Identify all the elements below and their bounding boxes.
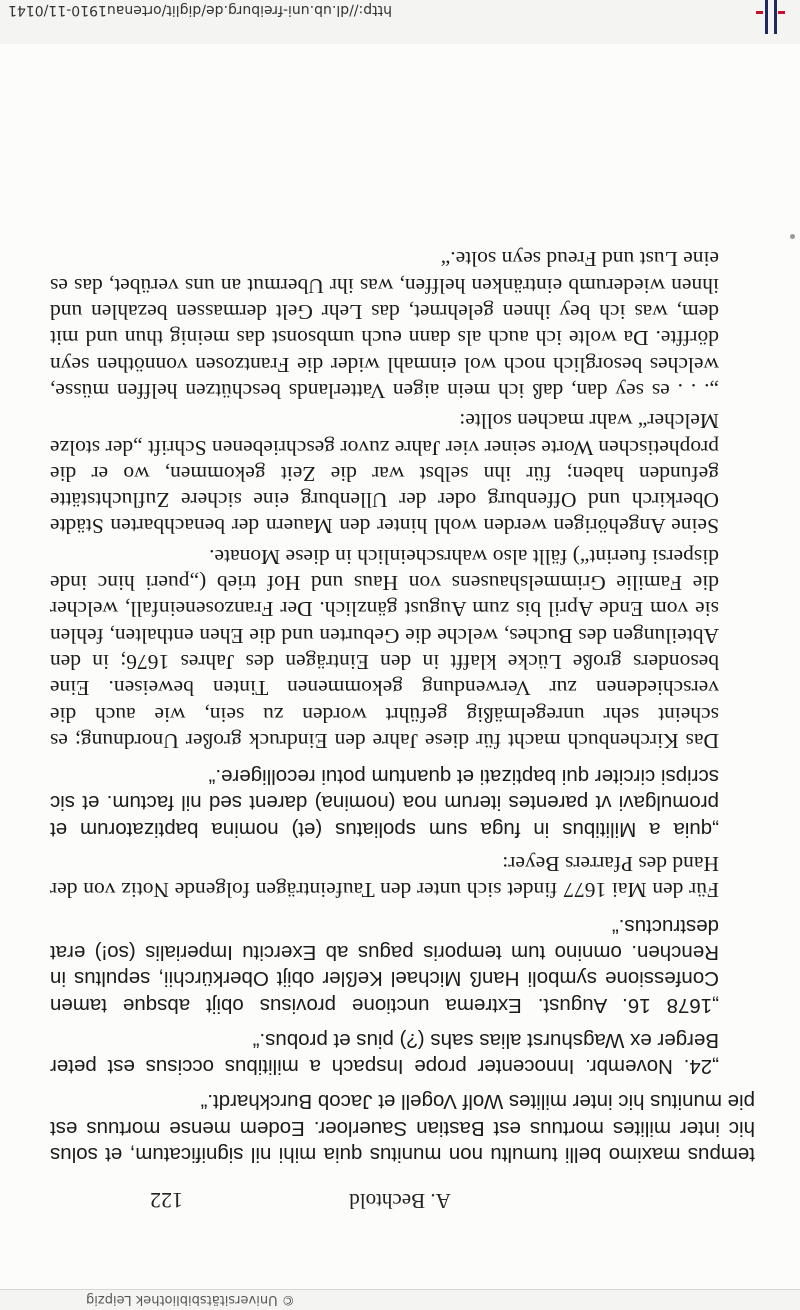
library-logo-icon [752, 0, 798, 40]
paragraph-latin-1: tempus maximo belli tumultu non munitus quia mihi nil significatum, et solus hic inter milites mortuus est Bastian Sauerloer. Eodem mense mortuus est pie munitus hic inter milites Wolf Vogell et Jacob Burckhardt.“ [50, 1090, 755, 1166]
viewer-bottom-bar [0, 1289, 800, 1310]
paragraph-german-1: Für den Mai 1677 findet sich unter den Taufeinträgen folgende Notiz von der Hand des Pfarrers Beyer: [50, 852, 719, 903]
viewer-top-bar [0, 0, 800, 45]
bottom-credit-text: © Universitätsbibliothek Leipzig [86, 1292, 295, 1307]
page-number: 122 [150, 1188, 183, 1213]
page-text [50, 246, 755, 1167]
source-url-link[interactable]: http://dl.ub.uni-freiburg.de/diglit/ortenau1910-11/0141 [8, 2, 392, 18]
running-head: A. Bechtold [349, 1189, 451, 1213]
scanned-page [0, 44, 800, 1289]
paragraph-latin-4: „quia a Militibus in fuga sum spoliatus (et) nomina baptizatorum et promulgavi vt parentes iterum noa (nomina) darent sed nil factum. et sic scripsi circiter qui baptizati et quantum potui recolligere.“ [50, 765, 719, 841]
paragraph-latin-3: „1678 16. August. Extrema unctione provisus obijt absque tamen Confessione symboli Hanß Michael Keßler obijt Oberkürchii, sepultus in Renchen. omnino tum temporis pagus ab Exercitu Imperialis (so!) erat destructus.“ [50, 914, 719, 1017]
paragraph-latin-2: „24. Novembr. Innocenter prope Inspach a militibus occisus est peter Berger ex Wagshurst alias sahs (?) pius et probus.“ [50, 1028, 719, 1079]
page-header [150, 1183, 650, 1213]
paragraph-german-3: Seine Angehörigen werden wohl hinter den Mauern der benachbarten Städte Oberkirch und Offenburg oder der Ullenburg eine sichere Zufluchtstätte gefunden haben; für ihn selbst war die Zeit gekommen, wo er die prophetischen Worte seiner vier Jahre zuvor geschriebenen Schrift „der stolze Melcher“ wahr machen sollte: [50, 409, 719, 539]
page-content-rotated [0, 44, 800, 1289]
paragraph-german-2: Das Kirchenbuch macht für diese Jahre den Eindruck großer Unordnung; es scheint sehr unregelmäßig geführt worden zu sein, wie auch die verschiedenen zur Verwendung gekommenen Tinten beweisen. Eine besonders große Lücke klafft in den Einträgen des Jahres 1676; in den Abteilungen des Buches, welche die Geburten und die Ehen enthalten, fehlen sie vom Ende April bis zum August gänzlich. Der Franzoseneinfall, welcher die Familie Grimmelshausens von Haus und Hof trieb („pueri hinc inde dispersi fuerint“) fällt also wahrscheinlich in diese Monate. [50, 544, 719, 753]
paragraph-quote: „. . . es sey dan, daß ich mein aigen Vatterlands beschützen helffen müsse, welches besorglich noch wol einmahl wider die Frantzosen vonnöthen seyn dörffte. Da wolte ich auch als dann euch umbsonst das meinig thun und mit dem, was ich bey ihnen gelehrnet, das Lehr Gelt dermassen bezahlen und ihnen wiederumb eintränken helffen, was ihr Ubermut an uns verübet, das es eine Lust und Freud seyn solte.“ [50, 247, 719, 403]
scroll-indicator[interactable] [790, 234, 795, 239]
